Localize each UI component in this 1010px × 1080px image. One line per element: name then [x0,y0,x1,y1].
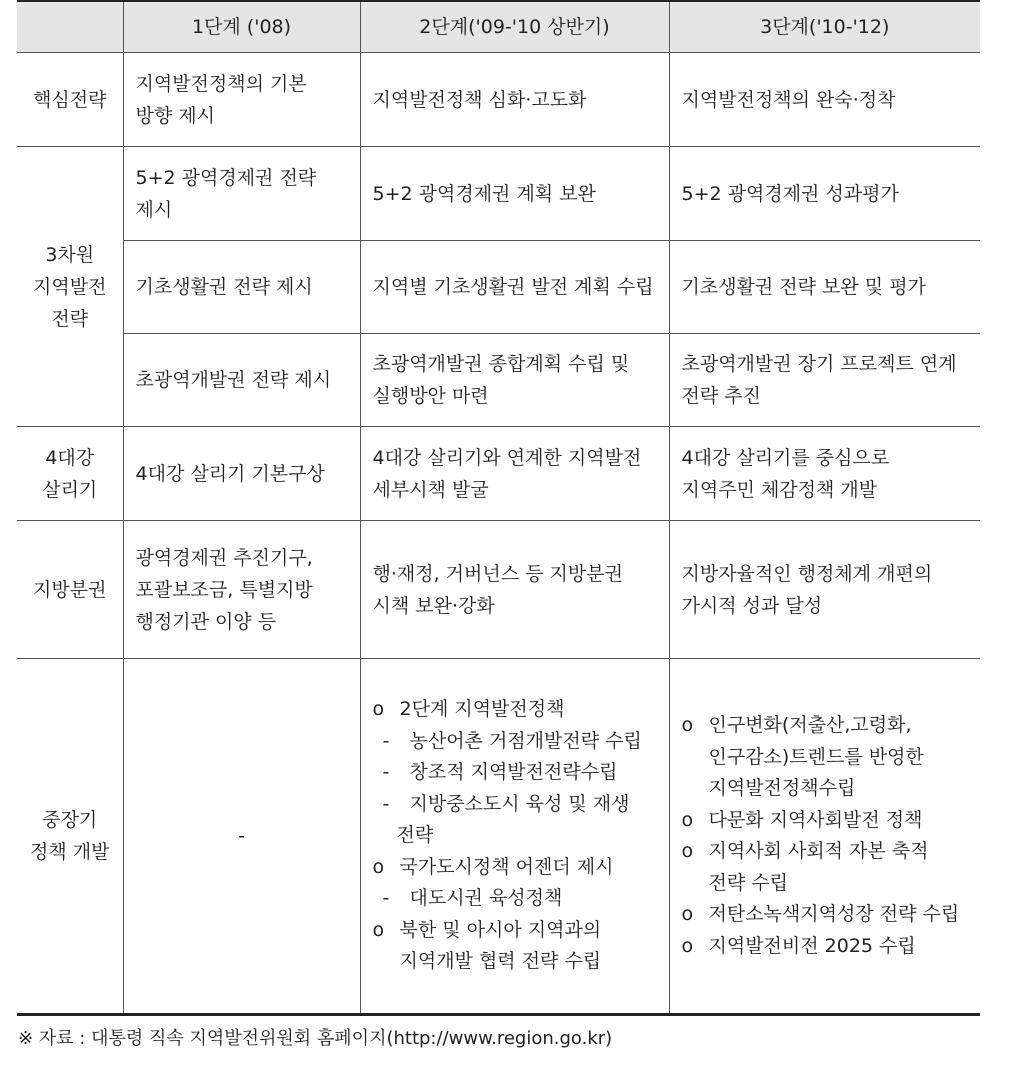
row-3d-dev-1 [17,147,980,241]
row-long-term [17,659,980,1015]
longterm-stage3 [669,659,980,1015]
row-decentralization [17,521,980,659]
list-item [373,789,657,852]
list-item [373,915,657,978]
row-3d-dev-3 [17,334,980,427]
circle-bullet-icon: o [372,918,385,941]
circle-bullet-icon: o [681,808,694,831]
header-empty-cell [17,1,123,53]
dev3-sub3-stage1: 초광역개발권 전략 제시 [123,334,360,427]
decentral-stage3: 지방자율적인 행정체계 개편의 가시적 성과 달성 [669,521,980,659]
dash-bullet-icon: - [382,792,390,815]
dev3-sub3-stage3: 초광역개발권 장기 프로젝트 연계 전략 추진 [669,334,980,427]
policy-stage-table [17,0,980,1016]
decentral-stage2: 행·재정, 거버넌스 등 지방분권 시책 보완·강화 [360,521,669,659]
header-stage3: 3단계('10-'12) [669,1,980,53]
category-core-strategy: 핵심전략 [17,53,123,147]
dev3-sub3-stage2: 초광역개발권 종합계획 수립 및 실행방안 마련 [360,334,669,427]
circle-bullet-icon: o [372,698,385,721]
source-note: ※ 자료 : 대통령 직속 지역발전위원회 홈페이지(http://www.region.go.kr) [18,1028,613,1049]
rivers-stage1: 4대강 살리기 기본구상 [123,427,360,521]
list-item [682,805,969,837]
core-stage2: 지역발전정책 심화·고도화 [360,53,669,147]
list-item [682,836,969,899]
circle-bullet-icon: o [681,903,694,925]
list-item-text: 국가도시정책 어젠더 제시 [399,855,614,878]
list-item-text: 지역발전비전 2025 수립 [708,934,916,957]
list-item-text: 북한 및 아시아 지역과의 지역개발 협력 전략 수립 [399,918,602,973]
core-stage3: 지역발전정책의 완숙·정착 [669,53,980,147]
dev3-sub2-stage3: 기초생활권 전략 보완 및 평가 [669,241,980,334]
category-decentralization: 지방분권 [17,521,123,659]
row-core-strategy [17,53,980,147]
circle-bullet-icon: o [681,714,694,736]
circle-bullet-icon: o [681,934,694,957]
category-long-term: 중장기 정책 개발 [17,659,123,1015]
list-item-text: 인구변화(저출산,고령화, 인구감소)트렌드를 반영한 지역발전정책수립 [708,714,924,799]
dash-bullet-icon: - [382,887,390,910]
list-item-text: 지역사회 사회적 자본 축적 전략 수립 [708,840,929,894]
longterm-stage1: - [123,659,360,1015]
longterm-stage2 [360,659,669,1015]
dash-bullet-icon: - [382,729,390,752]
list-item [373,757,657,789]
category-3d-development: 3차원 지역발전 전략 [17,147,123,427]
rivers-stage3: 4대강 살리기를 중심으로 지역주민 체감정책 개발 [669,427,980,521]
category-four-rivers: 4대강 살리기 [17,427,123,521]
list-item [373,852,657,884]
list-item-text: 다문화 지역사회발전 정책 [708,808,923,831]
dev3-sub2-stage1: 기초생활권 전략 제시 [123,241,360,334]
dev3-sub1-stage3: 5+2 광역경제권 성과평가 [669,147,980,241]
list-item-text: 지방중소도시 육성 및 재생 전략 [396,792,630,847]
list-item-text: 대도시권 육성정책 [409,887,563,910]
longterm-stage2-list [373,694,657,978]
longterm-stage3-list [682,710,969,962]
rivers-stage2: 4대강 살리기와 연계한 지역발전 세부시책 발굴 [360,427,669,521]
dev3-sub1-stage1: 5+2 광역경제권 전략 제시 [123,147,360,241]
dev3-sub2-stage2: 지역별 기초생활권 발전 계획 수립 [360,241,669,334]
header-stage2: 2단계('09-'10 상반기) [360,1,669,53]
circle-bullet-icon: o [681,840,694,862]
circle-bullet-icon: o [372,855,385,878]
core-stage1: 지역발전정책의 기본 방향 제시 [123,53,360,147]
list-item [373,694,657,726]
list-item [682,710,969,805]
list-item-text: 창조적 지역발전전략수립 [409,761,618,784]
list-item [682,931,969,963]
decentral-stage1: 광역경제권 추진기구, 포괄보조금, 특별지방 행정기관 이양 등 [123,521,360,659]
list-item-text: 2단계 지역발전정책 [399,698,565,721]
list-item-text: 저탄소녹색지역성장 전략 수립 [708,903,960,925]
list-item [682,899,969,931]
row-3d-dev-2 [17,241,980,334]
list-item [373,883,657,915]
list-item-text: 농산어촌 거점개발전략 수립 [409,729,642,752]
header-stage1: 1단계 ('08) [123,1,360,53]
header-row [17,1,980,53]
dev3-sub1-stage2: 5+2 광역경제권 계획 보완 [360,147,669,241]
list-item [373,726,657,758]
dash-bullet-icon: - [382,761,390,784]
row-four-rivers [17,427,980,521]
